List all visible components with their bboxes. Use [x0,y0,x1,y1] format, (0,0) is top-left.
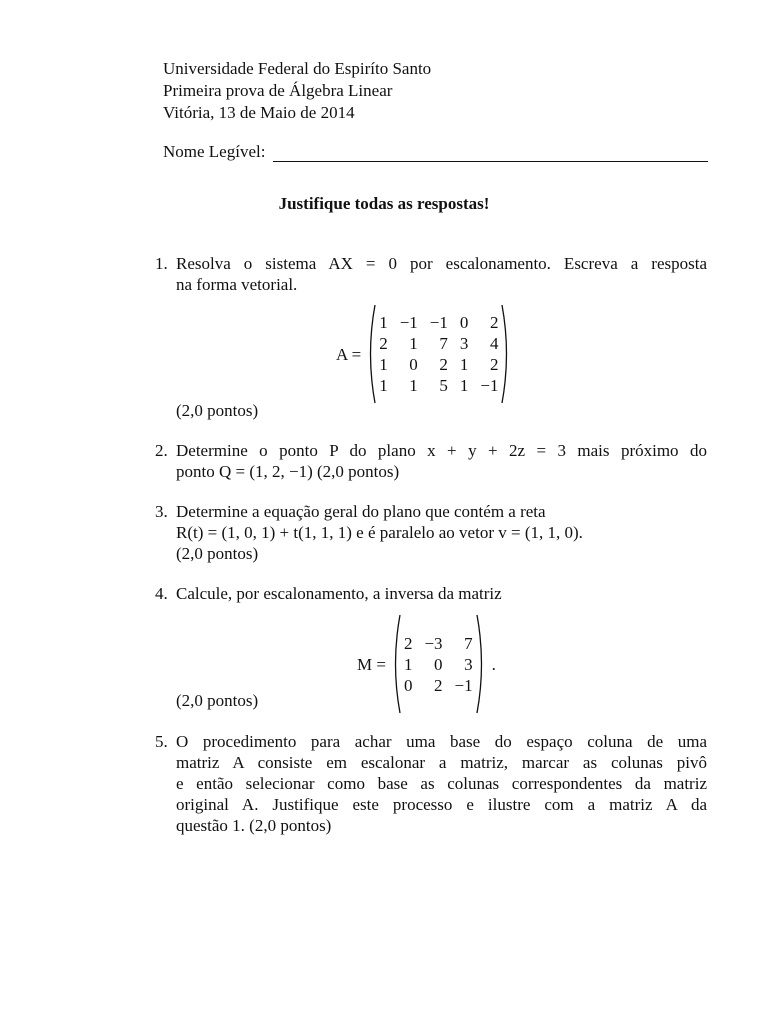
name-blank-line[interactable] [273,146,708,162]
matrix-cell: 0 [409,355,418,374]
instruction: Justifique todas as respostas! [278,194,490,213]
question-3 [155,501,707,564]
matrix-a [336,304,512,404]
matrix-cell: 2 [379,334,388,353]
question-text-line: O procedimento para achar uma base do espaço coluna de uma [176,732,707,751]
exam-header [163,58,431,124]
matrix-cell: −1 [480,376,499,395]
question-text-line: ponto Q = (1, 2, −1) (2,0 pontos) [176,462,400,481]
name-field-row [163,141,708,162]
matrix-row [377,354,500,375]
matrix-cell: −3 [424,633,443,653]
matrix-label: A = [336,344,362,364]
matrix-cell: 1 [379,313,388,332]
matrix-row [377,312,500,333]
matrix-row [377,333,500,354]
matrix-cell: −1 [399,313,418,332]
question-text-line: (2,0 pontos) [176,544,259,563]
matrix-cell: 0 [459,313,469,332]
question-number: 1. [155,254,168,273]
question-text-line: na forma vetorial. [176,275,298,294]
question-number: 4. [155,584,168,603]
matrix-cell: 1 [459,376,469,395]
points-label: (2,0 pontos) [176,401,259,420]
matrix-cell: 2 [489,355,499,374]
matrix-row [402,633,475,654]
matrix-cell: 1 [409,334,418,353]
matrix-cell: 5 [439,376,448,395]
question-text-line: Calcule, por escalonamento, a inversa da matriz [176,584,502,603]
matrix-cell: 3 [459,334,469,353]
question-text-line: e então selecionar como base as colunas correspondentes da matriz [176,774,707,793]
matrix-row [402,654,475,675]
question-4-points [155,690,707,711]
question-number: 3. [155,502,168,521]
question-2 [155,440,707,482]
question-text-line: Determine o ponto P do plano x + y + 2z = 3 mais próximo do [176,441,707,460]
matrix-cell: 1 [379,376,388,395]
question-1-points [155,400,707,421]
matrix-label: M = [357,654,386,674]
left-paren-icon [365,304,377,404]
question-number: 2. [155,441,168,460]
matrix-cell: 2 [434,675,443,695]
question-4 [155,583,707,604]
matrix-cell: 2 [489,313,499,332]
matrix-cell: 4 [489,334,499,353]
question-text-line: Determine a equação geral do plano que contém a reta [176,502,546,521]
question-text-line: original A. Justifique este processo e ilustre com a matriz A da [176,795,707,814]
matrix-cell: 2 [403,633,413,653]
university-name: Universidade Federal do Espiríto Santo [163,59,432,78]
matrix-cell: 3 [464,654,473,674]
matrix-cell: 1 [459,355,469,374]
name-label: Nome Legível: [163,142,266,161]
matrix-table [377,312,500,396]
matrix-cell: 7 [439,334,448,353]
matrix-suffix: . [491,654,496,674]
matrix-cell: −1 [429,313,448,332]
matrix-cell: 1 [379,355,388,374]
matrix-cell: 1 [403,654,413,674]
matrix-cell: 7 [464,633,473,653]
place-date: Vitória, 13 de Maio de 2014 [163,103,355,122]
matrix-cell: −1 [454,675,473,695]
matrix-row [377,375,500,396]
points-label: (2,0 pontos) [176,691,259,710]
matrix-cell: 0 [434,654,443,674]
matrix-table [402,633,475,696]
right-paren-icon [500,304,512,404]
matrix-cell: 0 [403,675,413,695]
question-1 [155,253,707,295]
question-5 [155,731,707,836]
question-text-line: R(t) = (1, 0, 1) + t(1, 1, 1) e é paralelo ao vetor v = (1, 1, 0). [176,523,583,542]
matrix-cell: 1 [409,376,418,395]
question-number: 5. [155,732,168,751]
question-text-line: matriz A consiste em escalonar a matriz, marcar as colunas pivô [176,753,707,772]
matrix-cell: 2 [439,355,448,374]
question-text-line: questão 1. (2,0 pontos) [176,816,332,835]
exam-title: Primeira prova de Álgebra Linear [163,81,393,100]
question-text-line: Resolva o sistema AX = 0 por escalonamento. Escreva a resposta [176,254,707,273]
